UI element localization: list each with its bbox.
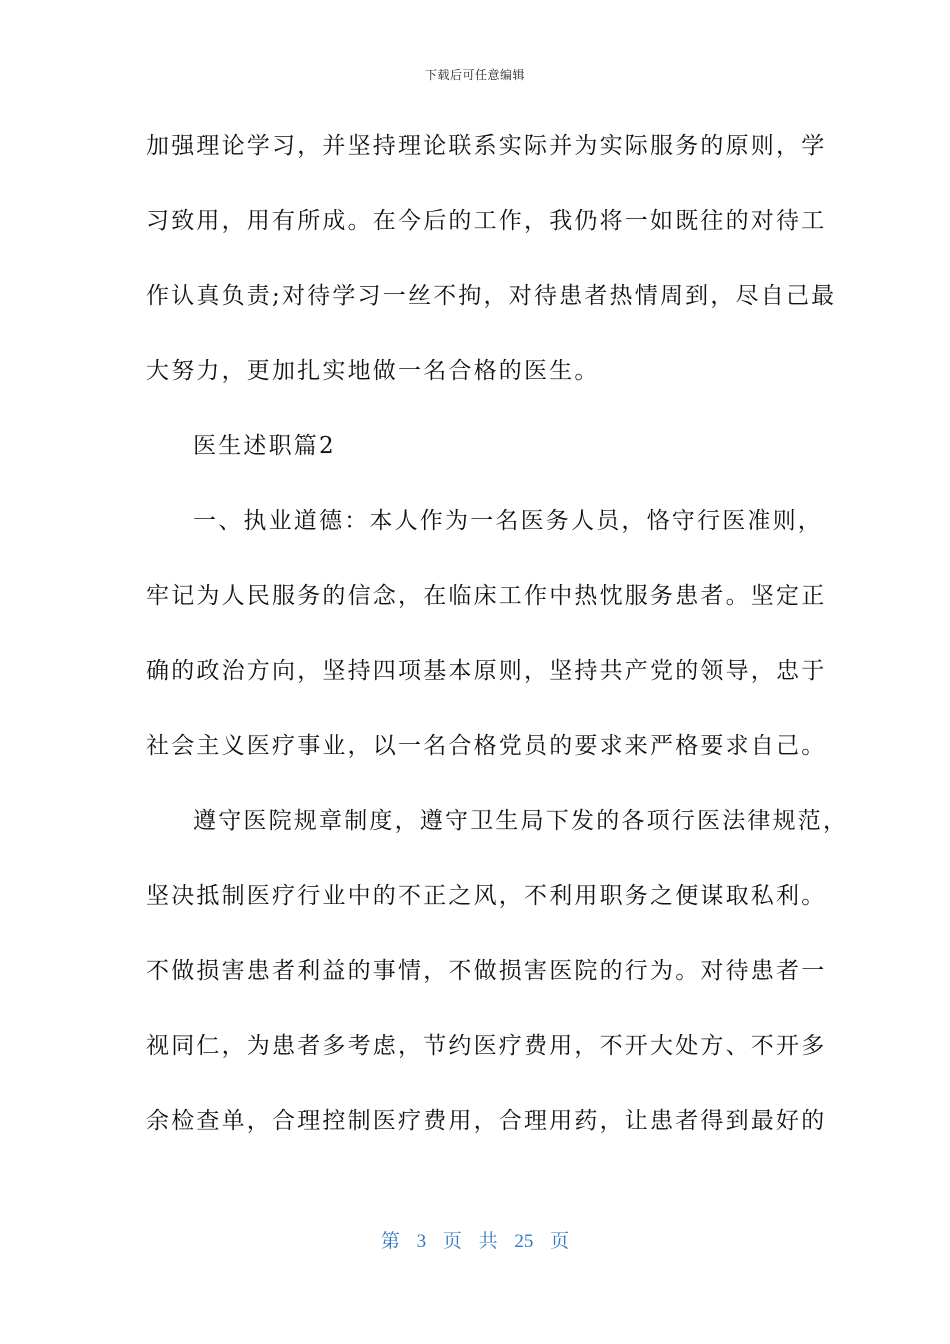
body-line: 坚决抵制医疗行业中的不正之风，不利用职务之便谋取私利。 [146,883,827,909]
body-line: 不做损害患者利益的事情，不做损害医院的行为。对待患者一 [146,958,827,984]
body-line: 习致用，用有所成。在今后的工作，我仍将一如既往的对待工 [146,208,827,234]
body-line: 遵守医院规章制度，遵守卫生局下发的各项行医法律规范， [193,808,849,834]
footer-page-word: 页 [442,1231,462,1252]
header-note: 下载后可任意编辑 [424,68,525,82]
footer-current-page: 3 [416,1231,427,1252]
body-line: 社会主义医疗事业，以一名合格党员的要求来严格要求自己。 [146,733,827,759]
body-line: 作认真负责;对待学习一丝不拘，对待患者热情周到，尽自己最 [146,283,837,309]
body-line: 牢记为人民服务的信念，在临床工作中热忱服务患者。坚定正 [146,583,827,609]
footer-suffix: 页 [550,1231,570,1252]
body-line: 加强理论学习，并坚持理论联系实际并为实际服务的原则，学 [146,133,827,159]
footer-total-pages: 25 [514,1231,534,1252]
page-number-footer [0,1226,950,1253]
body-line: 大努力，更加扎实地做一名合格的医生。 [146,358,600,384]
document-body [146,120,849,1170]
footer-total-word: 共 [478,1231,498,1252]
body-line: 确的政治方向，坚持四项基本原则，坚持共产党的领导，忠于 [146,658,827,684]
footer-prefix: 第 [380,1231,400,1252]
body-line: 视同仁，为患者多考虑，节约医疗费用，不开大处方、不开多 [146,1033,827,1059]
body-line: 余检查单，合理控制医疗费用，合理用药，让患者得到最好的 [146,1108,827,1134]
section-heading: 医生述职篇2 [193,433,336,459]
body-line: 一、执业道德：本人作为一名医务人员，恪守行医准则， [193,508,823,534]
